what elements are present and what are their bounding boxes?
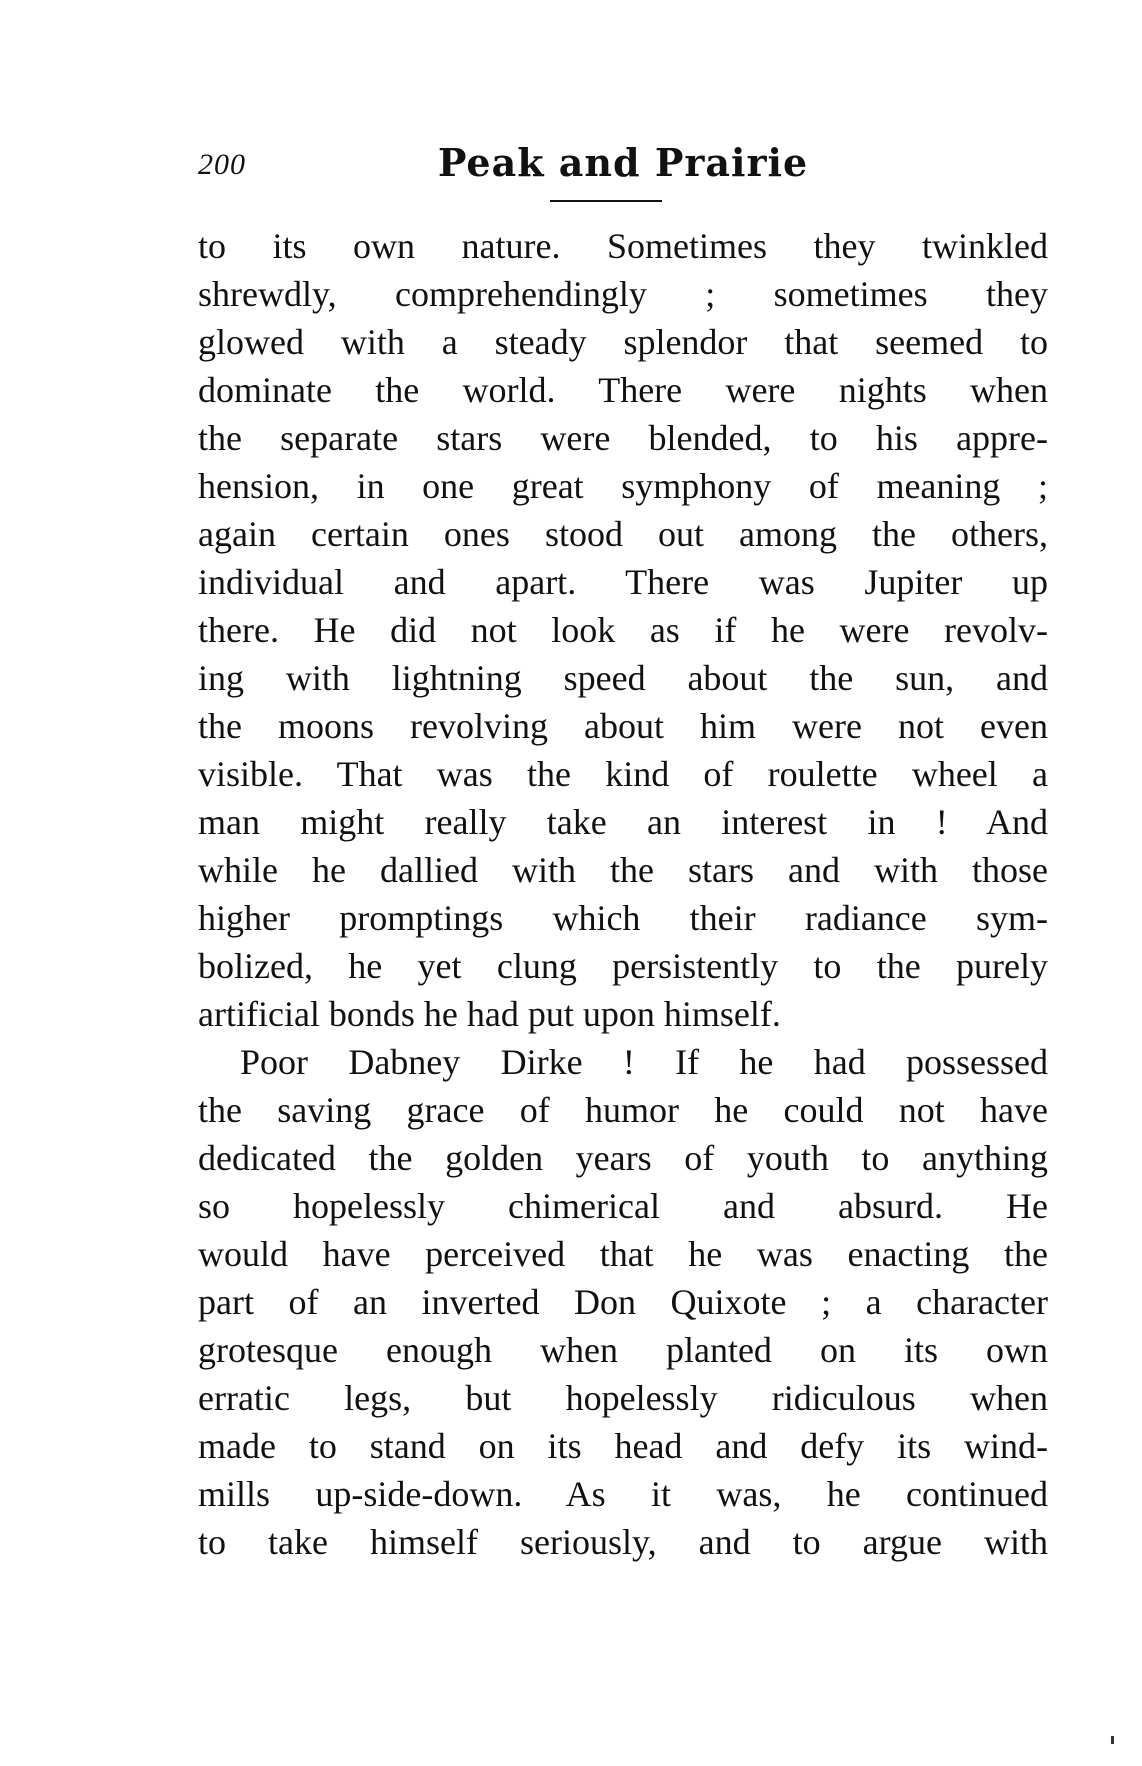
page-header [198, 140, 1048, 190]
paragraph-1 [198, 222, 1048, 1038]
text-line: visible. That was the kind of roulette wheel a [198, 754, 1048, 794]
text-line: the saving grace of humor he could not have [198, 1090, 1048, 1130]
text-line: man might really take an interest in ! And [198, 802, 1048, 842]
paragraph-2 [198, 1038, 1048, 1566]
text-line: individual and apart. There was Jupiter up [198, 562, 1048, 602]
text-line: ing with lightning speed about the sun, and [198, 658, 1048, 698]
text-line: mills up-side-down. As it was, he continued [198, 1474, 1048, 1514]
text-line: to take himself seriously, and to argue with [198, 1522, 1048, 1562]
text-line: there. He did not look as if he were revolv- [198, 610, 1048, 650]
text-line: shrewdly, comprehendingly ; sometimes they [198, 274, 1048, 314]
text-line: erratic legs, but hopelessly ridiculous when [198, 1378, 1048, 1418]
scan-speck [1111, 1736, 1114, 1744]
text-line: to its own nature. Sometimes they twinkled [198, 226, 1048, 266]
page-number: 200 [198, 148, 246, 181]
text-line: again certain ones stood out among the others, [198, 514, 1048, 554]
text-line: Poor Dabney Dirke ! If he had possessed [240, 1042, 1048, 1082]
text-line: made to stand on its head and defy its wind- [198, 1426, 1048, 1466]
text-line: would have perceived that he was enacting the [198, 1234, 1048, 1274]
text-line: the moons revolving about him were not even [198, 706, 1048, 746]
header-rule [550, 200, 662, 202]
text-line: part of an inverted Don Quixote ; a character [198, 1282, 1048, 1322]
running-title: Peak and Prairie [437, 140, 809, 185]
text-line: hension, in one great symphony of meaning ; [198, 466, 1048, 506]
text-line: dedicated the golden years of youth to anything [198, 1138, 1048, 1178]
text-line: while he dallied with the stars and with those [198, 850, 1048, 890]
text-line: dominate the world. There were nights when [198, 370, 1048, 410]
text-line: glowed with a steady splendor that seemed to [198, 322, 1048, 362]
text-line: the separate stars were blended, to his appre- [198, 418, 1048, 458]
text-line: artificial bonds he had put upon himself. [198, 994, 781, 1034]
text-line: bolized, he yet clung persistently to the purely [198, 946, 1048, 986]
body-text [198, 222, 1048, 1566]
text-line: higher promptings which their radiance sym- [198, 898, 1048, 938]
text-line: so hopelessly chimerical and absurd. He [198, 1186, 1048, 1226]
text-line: grotesque enough when planted on its own [198, 1330, 1048, 1370]
